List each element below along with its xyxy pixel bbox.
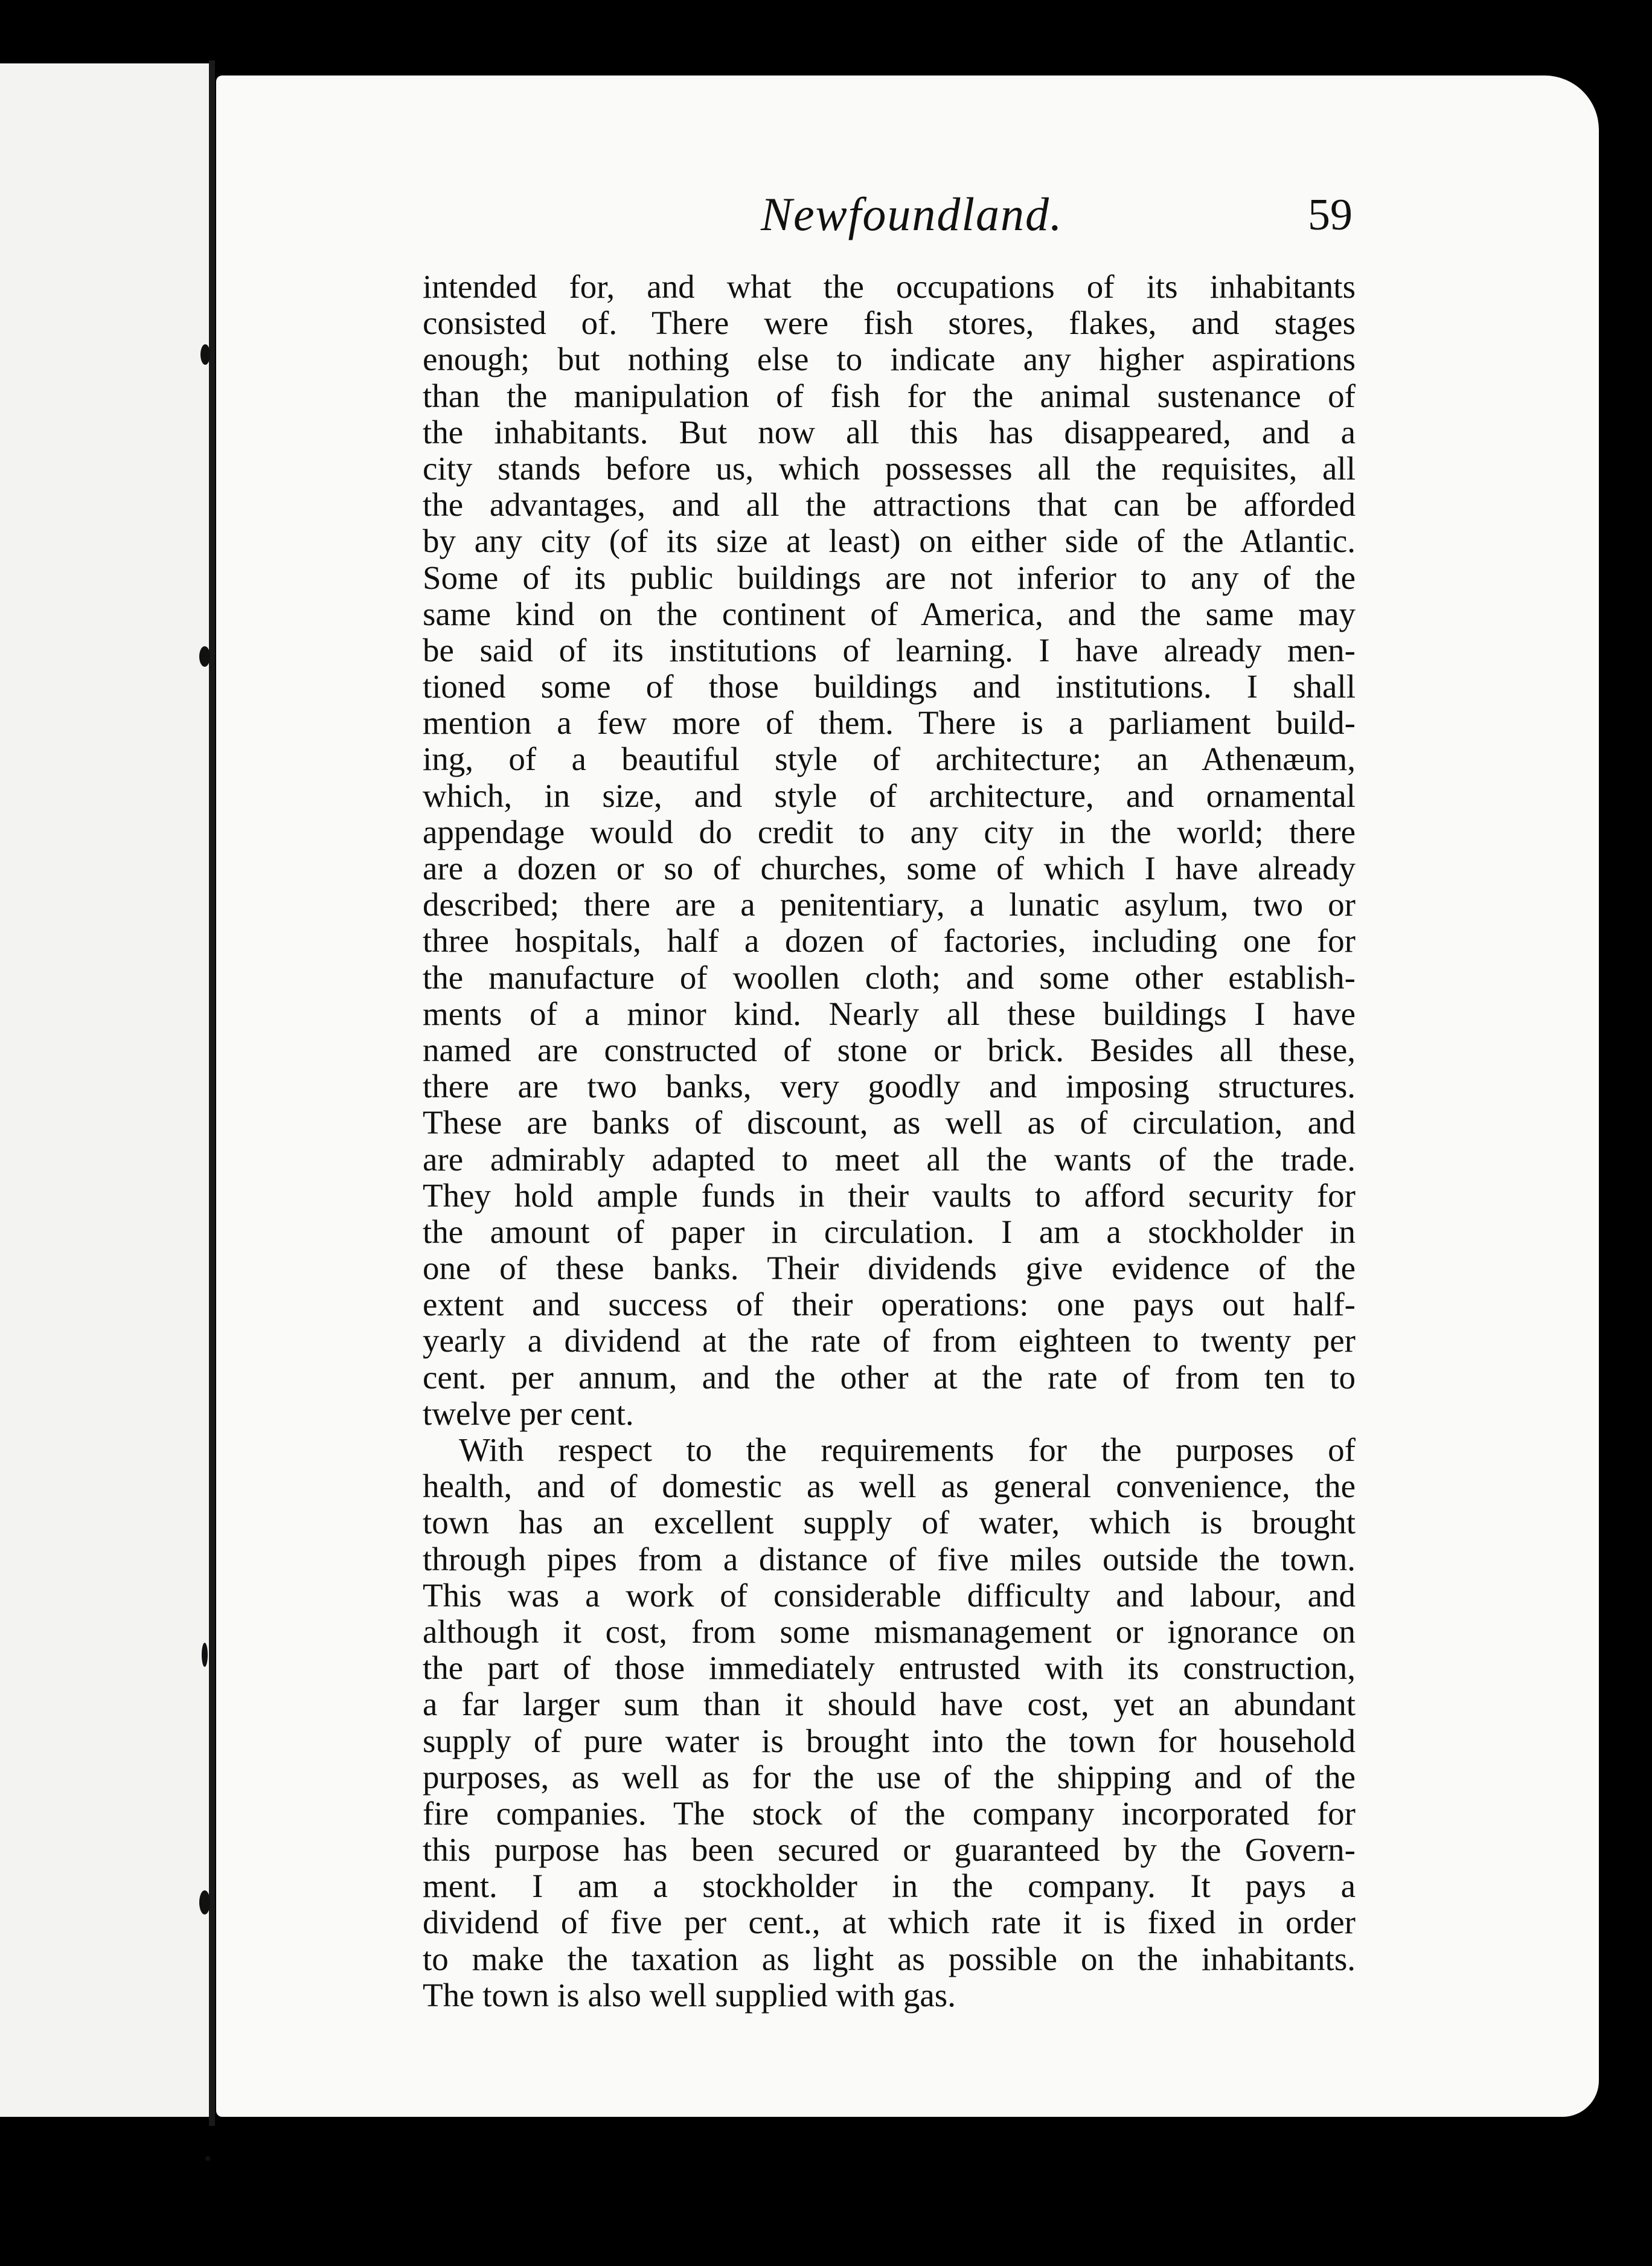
text-line: dividend of five per cent., at which rate it is fixed in order [423, 1904, 1356, 1941]
text-line: are admirably adapted to meet all the wants of the trade. [423, 1141, 1356, 1178]
text-line: enough; but nothing else to indicate any higher aspirations [423, 341, 1356, 378]
text-line: through pipes from a distance of five miles outside the town. [423, 1541, 1356, 1578]
text-line: described; there are a penitentiary, a lunatic asylum, two or [423, 887, 1356, 923]
gutter-mark [200, 344, 210, 365]
text-line: the amount of paper in circulation. I am a stockholder in [423, 1213, 1356, 1250]
text-line: same kind on the continent of America, and the same may [423, 595, 1356, 632]
text-line: although it cost, from some mismanagement or ignorance on [423, 1613, 1356, 1650]
text-line: ing, of a beautiful style of architecture; an Athenæum, [423, 741, 1356, 778]
text-line: the manufacture of woollen cloth; and some other establish- [423, 959, 1356, 996]
text-line: tioned some of those buildings and institutions. I shall [423, 669, 1356, 705]
text-line: mention a few more of them. There is a parliament build- [423, 705, 1356, 742]
gutter-mark [199, 1890, 210, 1915]
text-line: They hold ample funds in their vaults to afford security for [423, 1177, 1356, 1214]
text-line: consisted of. There were fish stores, flakes, and stages [423, 305, 1356, 342]
text-line: ments of a minor kind. Nearly all these buildings I have [423, 995, 1356, 1032]
text-line: extent and success of their operations: one pays out half- [423, 1286, 1356, 1323]
gutter-mark [205, 2156, 210, 2161]
body-text [423, 269, 1356, 2044]
text-line: appendage would do credit to any city in the world; there [423, 814, 1356, 850]
text-line: purposes, as well as for the use of the shipping and of the [423, 1759, 1356, 1796]
text-line: supply of pure water is brought into the town for household [423, 1722, 1356, 1759]
text-line: by any city (of its size at least) on either side of the Atlantic. [423, 523, 1356, 560]
text-line: ment. I am a stockholder in the company. It pays a [423, 1868, 1356, 1905]
text-line: to make the taxation as light as possible on the inhabitants. [423, 1940, 1356, 1977]
text-line: intended for, and what the occupations of its inhabitants [423, 269, 1356, 305]
text-line: one of these banks. Their dividends give evidence of the [423, 1250, 1356, 1287]
text-line: town has an excellent supply of water, which is brought [423, 1504, 1356, 1541]
text-line: With respect to the requirements for the purposes of [459, 1432, 1356, 1468]
gutter-mark [202, 1643, 208, 1667]
text-line: the inhabitants. But now all this has disappeared, and a [423, 414, 1356, 451]
text-line: this purpose has been secured or guaranteed by the Govern- [423, 1832, 1356, 1869]
text-line: than the manipulation of fish for the animal sustenance of [423, 377, 1356, 414]
page-number: 59 [1308, 190, 1353, 240]
text-line: be said of its institutions of learning. I have already men- [423, 632, 1356, 669]
running-head [423, 187, 1365, 254]
text-line: fire companies. The stock of the company incorporated for [423, 1795, 1356, 1832]
text-line: the part of those immediately entrusted with its construction, [423, 1650, 1356, 1687]
text-line: cent. per annum, and the other at the rate of from ten to [423, 1359, 1356, 1396]
facing-page-edge [0, 63, 213, 2117]
text-line: are a dozen or so of churches, some of which I have already [423, 850, 1356, 887]
book-gutter [209, 60, 215, 2126]
text-line: The town is also well supplied with gas. [423, 1977, 956, 2014]
text-line: health, and of domestic as well as general convenience, the [423, 1468, 1356, 1505]
gutter-mark [199, 646, 210, 667]
text-line: twelve per cent. [423, 1395, 634, 1432]
running-head-title: Newfoundland. [761, 188, 1063, 240]
text-line: named are constructed of stone or brick. Besides all these, [423, 1032, 1356, 1068]
text-line: yearly a dividend at the rate of from eighteen to twenty per [423, 1323, 1356, 1359]
text-line: three hospitals, half a dozen of factories, including one for [423, 923, 1356, 960]
text-line: Some of its public buildings are not inferior to any of the [423, 559, 1356, 596]
text-line: a far larger sum than it should have cost, yet an abundant [423, 1686, 1356, 1723]
text-line: These are banks of discount, as well as of circulation, and [423, 1105, 1356, 1141]
text-line: which, in size, and style of architecture, and ornamental [423, 777, 1356, 814]
text-line: the advantages, and all the attractions that can be afforded [423, 487, 1356, 524]
text-line: This was a work of considerable difficulty and labour, and [423, 1577, 1356, 1614]
text-line: there are two banks, very goodly and imposing structures. [423, 1068, 1356, 1105]
text-line: city stands before us, which possesses all the requisites, all [423, 450, 1356, 487]
